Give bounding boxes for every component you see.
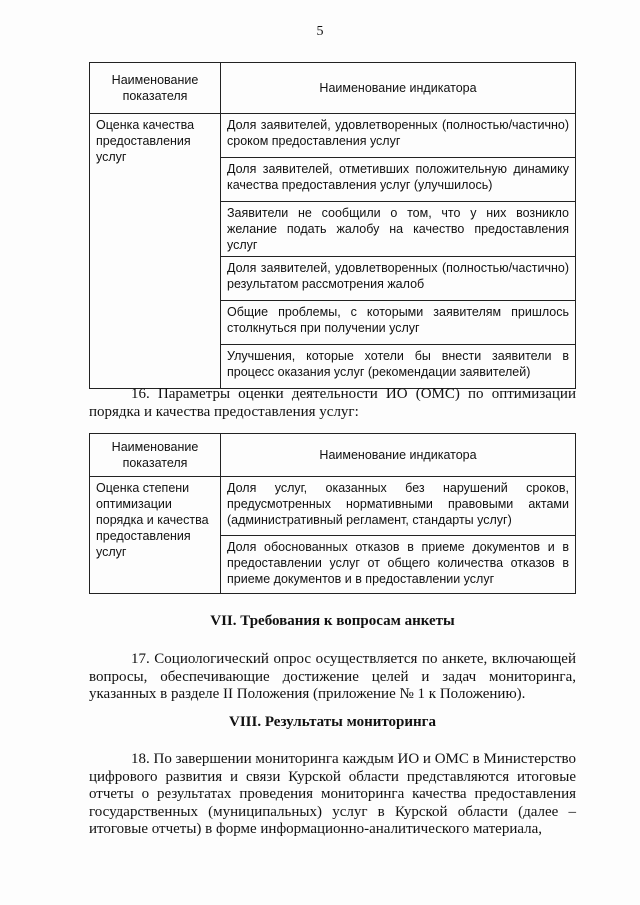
indicator-name-cell: Оценка степени оптимизации порядка и качества предоставления услуг: [90, 477, 221, 594]
indicator-cell: Доля заявителей, удовлетворенных (полностью/частично) результатом рассмотрения жалоб: [221, 257, 576, 301]
indicator-cell: Доля заявителей, удовлетворенных (полностью/частично) сроком предоставления услуг: [221, 114, 576, 158]
header-indicator-metric: Наименование индикатора: [221, 434, 576, 477]
table-row: [90, 114, 576, 158]
indicator-cell: Доля заявителей, отметивших положительную динамику качества предоставления услуг (улучшилось): [221, 158, 576, 202]
table-row: [90, 477, 576, 536]
indicator-name-cell: Оценка качества предоставления услуг: [90, 114, 221, 389]
header-indicator-metric: Наименование индикатора: [221, 63, 576, 114]
paragraph-17: 17. Социологический опрос осуществляется по анкете, включающей вопросы, обеспечивающие достижение целей и задач мониторинга, указанных в разделе II Положения (приложение № 1 к Положению).: [89, 651, 576, 702]
paragraph-16: 16. Параметры оценки деятельности ИО (ОМС) по оптимизации порядка и качества предоставления услуг:: [89, 386, 576, 420]
optimization-indicators-table: [89, 433, 576, 594]
paragraph-18: 18. По завершении мониторинга каждым ИО и ОМС в Министерство цифрового развития и связи Курской области представляются итоговые отчеты о результатах проведения мониторинга качества предоставления государственных (муниципальных) услуг в Курской области (далее – итоговые отчеты) в форме информационно-аналитического материала,: [89, 751, 576, 837]
header-indicator-name: Наименование показателя: [90, 434, 221, 477]
header-indicator-name: Наименование показателя: [90, 63, 221, 114]
quality-indicators-table: [89, 62, 576, 389]
table-header-row: [90, 63, 576, 114]
page-number: 5: [316, 24, 324, 39]
section-heading-7: VII. Требования к вопросам анкеты: [210, 613, 455, 629]
indicator-cell: Заявители не сообщили о том, что у них возникло желание подать жалобу на качество предоставления услуг: [221, 202, 576, 257]
indicator-cell: Улучшения, которые хотели бы внести заявители в процесс оказания услуг (рекомендации заявителей): [221, 345, 576, 389]
indicator-cell: Общие проблемы, с которыми заявителям пришлось столкнуться при получении услуг: [221, 301, 576, 345]
section-heading-8: VIII. Результаты мониторинга: [229, 714, 436, 730]
indicator-cell: Доля обоснованных отказов в приеме документов и в предоставлении услуг от общего количества отказов в приеме документов и в предоставлении услуг: [221, 536, 576, 594]
table-header-row: [90, 434, 576, 477]
indicator-cell: Доля услуг, оказанных без нарушений сроков, предусмотренных нормативными правовыми актами (административный регламент, стандарты услуг): [221, 477, 576, 536]
